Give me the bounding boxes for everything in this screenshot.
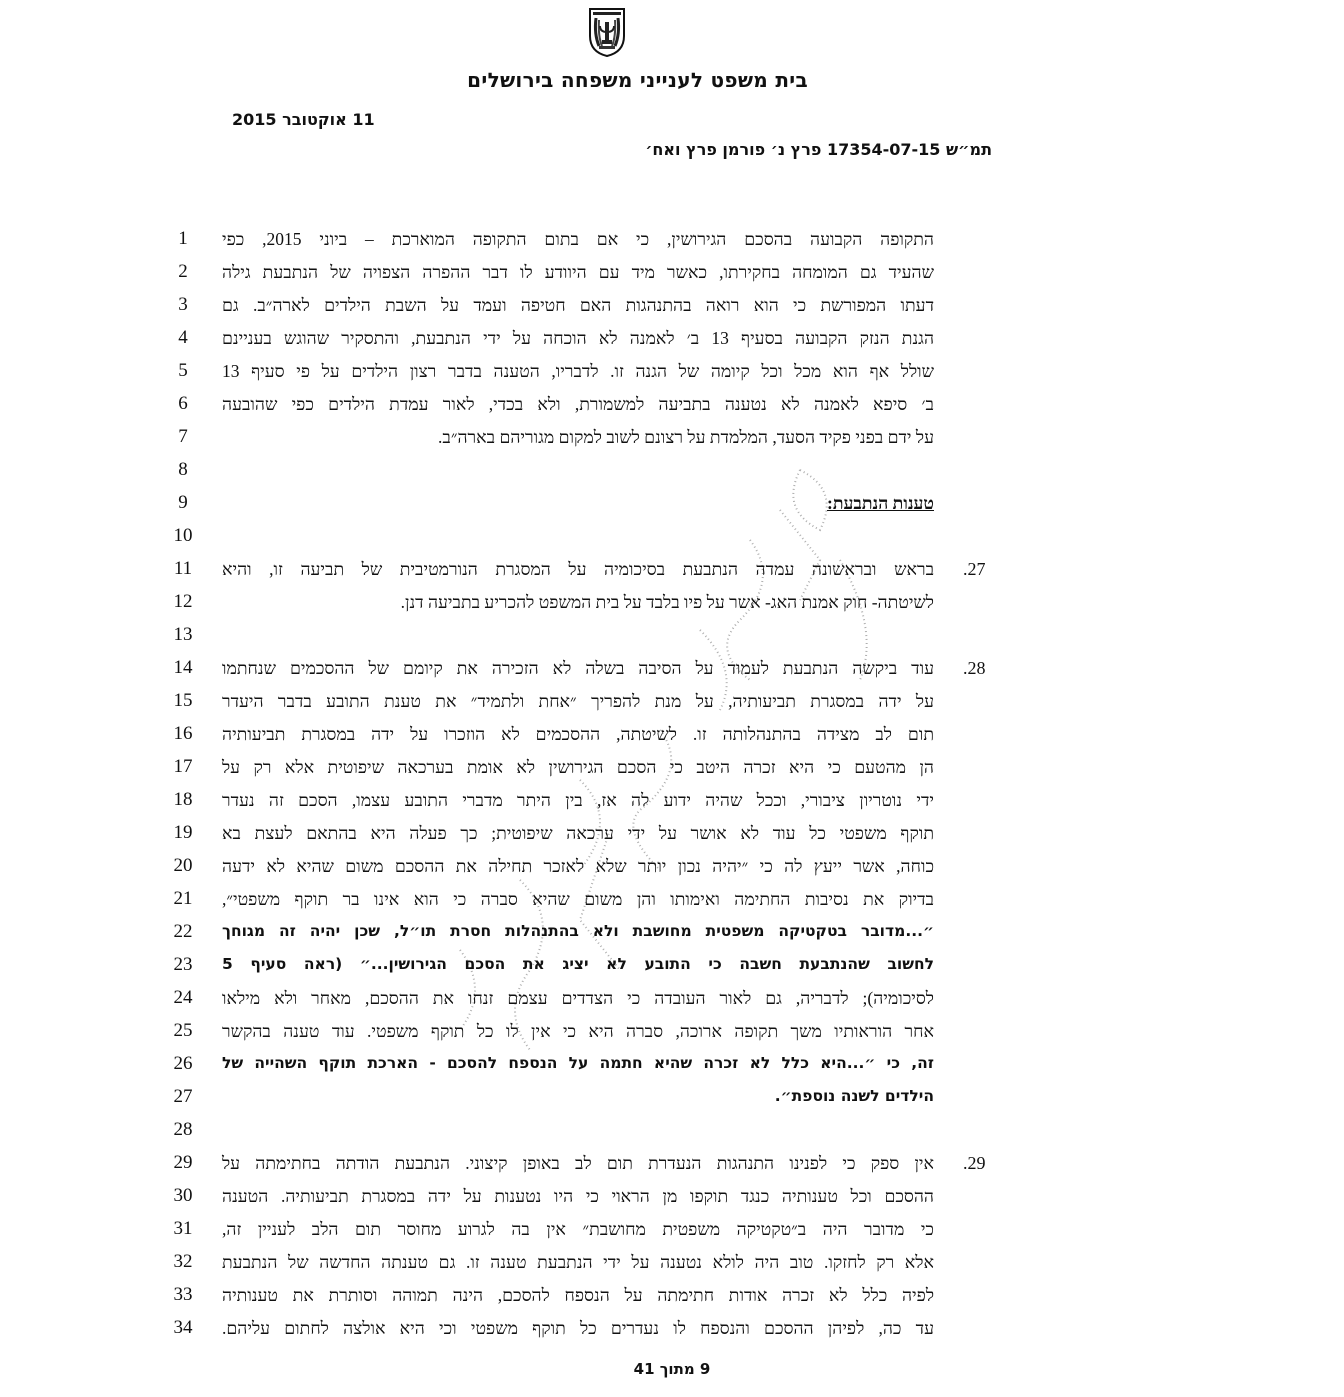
line-text: הגנת הנזק הקבועה בסעיף 13 ב׳ לאמנה לא הוכחה על ידי הנתבעת, והתסקיר שהוגש בעניינם — [222, 328, 935, 348]
document-line — [0, 490, 1344, 520]
document-line — [0, 688, 1344, 718]
paragraph-number: .28 — [963, 658, 986, 678]
line-text: דעתו המפורשת כי הוא רואה בהתנהגות האם חטיפה ועמד על השבת הילדים לארה״ב. גם — [222, 295, 934, 315]
line-number: 17 — [173, 756, 193, 777]
line-number: 18 — [173, 789, 193, 810]
document-line — [0, 457, 1344, 487]
line-text: שולל אף הוא מכל וכל קיומה של הגנה זו. לדבריו, הטענה בדבר רצון הילדים על פי סעיף 13 — [222, 361, 934, 381]
line-number: 1 — [178, 228, 188, 249]
line-text: ההסכם וכל טענותיה כנגד תוקפו מן הראוי כי היו נטענות על ידה במסגרת תביעותיה. הטענה — [222, 1186, 934, 1206]
document-line — [0, 556, 1344, 586]
state-emblem-icon — [588, 6, 626, 58]
line-text: בראש ובראשונה עמדה הנתבעת בסיכומיה על המסגרת הנורמטיבית של תביעה זו, והיא — [222, 559, 934, 579]
line-text: אלא רק לחזקו. טוב היה לולא נטענה על ידי הנתבעת טענה זו. גם טענתה החדשה של הנתבעת — [222, 1252, 934, 1272]
line-text: ידי נוטריון ציבורי, וככל שהיה ידוע לה אז, בין היתר מדברי התובע עצמו, הסכם זה נעדר — [222, 790, 934, 810]
document-line — [0, 622, 1344, 652]
line-number: 8 — [178, 459, 188, 480]
document-line — [0, 391, 1344, 421]
line-text: התקופה הקבועה בהסכם הגירושין, כי אם בתום התקופה המוארכת – ביוני 2015, כפי — [222, 229, 935, 249]
line-number: 34 — [173, 1317, 193, 1338]
line-number: 33 — [173, 1284, 193, 1305]
line-number: 24 — [173, 987, 193, 1008]
line-number: 29 — [173, 1152, 193, 1173]
line-number: 4 — [178, 327, 188, 348]
line-number: 20 — [173, 855, 193, 876]
section-heading: טענות הנתבעת: — [827, 493, 934, 513]
line-text-bold: הילדים לשנה נוספת״. — [774, 1087, 934, 1105]
document-line — [0, 1315, 1344, 1345]
document-line — [0, 589, 1344, 619]
line-text: בדיוק את נסיבות החתימה ואימותו והן משום שהיא סברה כי הוא אינו בר תוקף משפטי״, — [222, 889, 934, 909]
line-text: עוד ביקשה הנתבעת לעמוד על הסיבה בשלה לא הזכירה את קיומם של ההסכמים שנחתמו — [222, 658, 934, 678]
document-line — [0, 853, 1344, 883]
document-line — [0, 1084, 1344, 1114]
line-text: הן מהטעם כי היא זכרה היטב כי הסכם הגירושין לא אומת בערכאה שיפוטית אלא רק על — [222, 757, 934, 777]
document-line — [0, 523, 1344, 553]
document-line — [0, 1249, 1344, 1279]
line-number: 9 — [178, 492, 188, 513]
line-number: 6 — [178, 393, 188, 414]
page-number: 9 מתוך 41 — [633, 1360, 711, 1378]
line-text: תוקף משפטי כל עוד לא אושר על ידי ערכאה שיפוטית; כך פעלה היא בהתאם לעצת בא — [222, 823, 934, 843]
document-line — [0, 919, 1344, 949]
line-number: 26 — [173, 1053, 193, 1074]
document-line — [0, 721, 1344, 751]
line-number: 11 — [173, 558, 193, 579]
line-number: 23 — [173, 954, 193, 975]
line-number: 32 — [173, 1251, 193, 1272]
document-line — [0, 820, 1344, 850]
line-number: 31 — [173, 1218, 193, 1239]
court-name: בית משפט לענייני משפחה בירושלים — [467, 68, 808, 92]
line-text-bold: זה, כי ״...היא כלל לא זכרה שהיא חתמה על הנספח להסכם - הארכת תוקף השהייה של — [222, 1054, 934, 1072]
line-text: כוחה, אשר ייעץ לה כי ״יהיה נכון יותר שלא לאזכר תחילה את ההסכם משום שהיא לא ידעה — [222, 856, 934, 876]
line-number: 15 — [173, 690, 193, 711]
document-line — [0, 655, 1344, 685]
line-text: לשיטתה- חוק אמנת האג- אשר על פיו בלבד על בית המשפט להכריע בתביעה דנן. — [400, 592, 934, 612]
document-line — [0, 1216, 1344, 1246]
line-number: 14 — [173, 657, 193, 678]
line-number: 5 — [178, 360, 188, 381]
document-line — [0, 787, 1344, 817]
line-text: לסיכומיה); לדבריה, גם לאור העובדה כי הצדדים עצמם זנחו את ההסכם, מאחר ולא מילאו — [222, 988, 934, 1008]
document-line — [0, 886, 1344, 916]
line-number: 28 — [173, 1119, 193, 1140]
line-text-bold: ״...מדובר בטקטיקה משפטית מחושבת ולא בהתנהלות חסרת תו״ל, שכן יהיה זה מגוחך — [222, 922, 934, 940]
document-line — [0, 985, 1344, 1015]
line-text: אחר הוראותיו משך תקופה ארוכה, סברה היא כי אין לו כל תוקף משפטי. עוד טענה בהקשר — [222, 1021, 934, 1041]
line-number: 21 — [173, 888, 193, 909]
document-line — [0, 226, 1344, 256]
line-number: 25 — [173, 1020, 193, 1041]
line-text: כי מדובר היה ב״טקטיקה משפטית מחושבת״ אין בה לגרוע מחוסר תום הלב לעניין זה, — [222, 1219, 934, 1239]
document-line — [0, 325, 1344, 355]
line-text: עד כה, לפיהן ההסכם והנספח לו נעדרים כל תוקף משפטי וכי היא אולצה לחתום עליהם. — [222, 1318, 934, 1338]
document-line — [0, 1282, 1344, 1312]
line-text: תום לב מצידה בהתנהלותה זו. לשיטתה, ההסכמים לא הוזכרו על ידה במסגרת תביעותיה — [222, 724, 934, 744]
line-text-bold: לחשוב שהנתבעת חשבה כי התובע לא יציג את הסכם הגירושין...״ (ראה סעיף 5 — [222, 955, 934, 973]
document-line — [0, 358, 1344, 388]
document-line — [0, 424, 1344, 454]
document-line — [0, 1018, 1344, 1048]
document-line — [0, 1117, 1344, 1147]
document-line — [0, 292, 1344, 322]
line-text: ב׳ סיפא לאמנה לא נטענה בתביעה למשמורת, ולא בכדי, לאור עמדת הילדים כפי שהובעה — [222, 394, 934, 414]
paragraph-number: .29 — [963, 1153, 986, 1173]
line-number: 12 — [173, 591, 193, 612]
line-text: לפיה כלל לא זכרה אודות חתימתה על הנספח להסכם, הינה תמוהה וסותרת את טענותיה — [222, 1285, 934, 1305]
document-line — [0, 1150, 1344, 1180]
document-line — [0, 754, 1344, 784]
line-text: על ידה במסגרת תביעותיה, על מנת להפריך ״אחת ולתמיד״ את טענת התובע בדבר היעדר — [222, 691, 934, 711]
document-line — [0, 952, 1344, 982]
line-number: 22 — [173, 921, 193, 942]
line-number: 3 — [178, 294, 188, 315]
line-number: 2 — [178, 261, 188, 282]
document-line — [0, 1183, 1344, 1213]
line-text: שהעיד גם המומחה בחקירתו, כאשר מיד עם היוודע לו דבר ההפרה הצפויה של הנתבעת גילה — [222, 262, 934, 282]
case-reference: תמ״ש 17354-07-15 פרץ נ׳ פורמן פרץ ואח׳ — [645, 140, 992, 159]
document-line — [0, 259, 1344, 289]
paragraph-number: .27 — [963, 559, 986, 579]
line-text: על ידם בפני פקיד הסעד, המלמדת על רצונם לשוב למקום מגוריהם בארה״ב. — [438, 427, 934, 447]
line-number: 16 — [173, 723, 193, 744]
document-line — [0, 1051, 1344, 1081]
line-number: 13 — [173, 624, 193, 645]
document-date: 11 אוקטובר 2015 — [232, 110, 375, 129]
line-number: 19 — [173, 822, 193, 843]
line-number: 7 — [178, 426, 188, 447]
line-text: אין ספק כי לפנינו התנהגות הנעדרת תום לב באופן קיצוני. הנתבעת הודתה בחתימתה על — [222, 1153, 934, 1173]
line-number: 10 — [173, 525, 193, 546]
line-number: 30 — [173, 1185, 193, 1206]
line-number: 27 — [173, 1086, 193, 1107]
